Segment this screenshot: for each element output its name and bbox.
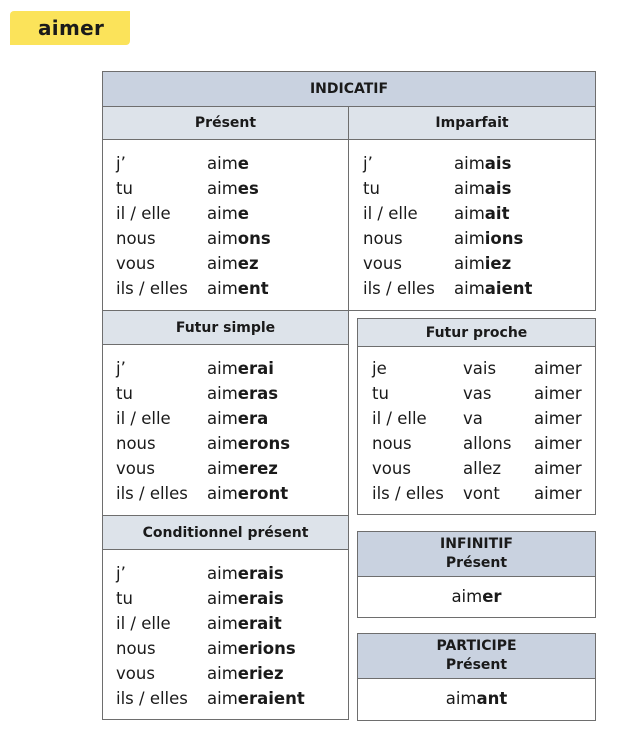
pronoun: vous: [116, 664, 155, 683]
verb-stem: aim: [454, 279, 485, 298]
conjugation-row: [116, 686, 305, 711]
verb-form: [207, 151, 249, 176]
conjugation-row: [372, 431, 582, 456]
verb-form: [207, 431, 290, 456]
pronoun: ils / elles: [116, 484, 188, 503]
pronoun: tu: [116, 179, 133, 198]
infinitif-stem: aim: [451, 587, 483, 606]
mode-title: INDICATIF: [309, 81, 389, 97]
verb-stem: aim: [454, 179, 485, 198]
pronoun: il / elle: [116, 204, 171, 223]
pronoun: nous: [372, 434, 412, 453]
participe-ending: ant: [476, 689, 508, 708]
conjugation-row: [116, 561, 305, 586]
verb-form: [454, 276, 532, 301]
verb-ending: ions: [484, 229, 524, 248]
verb-ending: e: [237, 204, 249, 223]
participe-subtitle: Présent: [445, 657, 508, 673]
verb-form: [207, 251, 259, 276]
conjugation-row: [363, 201, 532, 226]
conjugation-row: [372, 406, 582, 431]
verb-stem: aim: [207, 589, 238, 608]
pronoun: nous: [363, 229, 403, 248]
imparfait-title: Imparfait: [435, 115, 509, 131]
verb-stem: aim: [207, 664, 238, 683]
conjugation-row: [116, 356, 290, 381]
conjugation-row: [363, 226, 532, 251]
conjugation-row: [116, 586, 305, 611]
verb-form: [207, 276, 269, 301]
conjugation-row: [372, 456, 582, 481]
pronoun: ils / elles: [116, 279, 188, 298]
conjugation-row: [116, 431, 290, 456]
verb-title: aimer: [38, 16, 105, 40]
participe-header: [357, 633, 596, 679]
pronoun: tu: [116, 589, 133, 608]
conjugation-row: [116, 276, 271, 301]
verb-ending: erais: [237, 589, 284, 608]
verb-stem: aim: [207, 484, 238, 503]
verb-form: [207, 176, 259, 201]
pronoun: il / elle: [372, 409, 427, 428]
pronoun: vous: [116, 459, 155, 478]
verb-ending: era: [237, 409, 269, 428]
pronoun: il / elle: [116, 409, 171, 428]
verb-ending: ait: [484, 204, 510, 223]
verb-form: [207, 686, 305, 711]
pronoun: nous: [116, 229, 156, 248]
verb-ending: ais: [484, 179, 512, 198]
verb-ending: erons: [237, 434, 291, 453]
verb-stem: aim: [207, 204, 238, 223]
verb-stem: aim: [207, 614, 238, 633]
pronoun: vous: [116, 254, 155, 273]
conjugation-row: [363, 176, 532, 201]
conjugation-row: [116, 381, 290, 406]
pronoun: vous: [363, 254, 402, 273]
conjugation-row: [116, 636, 305, 661]
verb-stem: aim: [454, 204, 485, 223]
verb-stem: aim: [207, 384, 238, 403]
verb-ending: eriez: [237, 664, 284, 683]
verb-stem: aim: [207, 359, 238, 378]
verb-form: [454, 251, 511, 276]
auxiliary: va: [463, 409, 483, 428]
conjugation-row: [116, 201, 271, 226]
futur-proche-title: Futur proche: [425, 324, 528, 341]
present-header: [102, 106, 349, 140]
present-rows: [116, 151, 271, 301]
auxiliary: vas: [463, 384, 492, 403]
conjugation-row: [116, 456, 290, 481]
verb-form: [207, 456, 278, 481]
verb-stem: aim: [207, 229, 238, 248]
futur-proche-rows: [372, 356, 582, 506]
pronoun: j’: [116, 154, 126, 173]
verb-form: [454, 226, 523, 251]
verb-stem: aim: [207, 279, 238, 298]
verb-ending: ent: [237, 279, 269, 298]
verb-form: [207, 561, 284, 586]
participe-stem: aim: [445, 689, 477, 708]
conjugation-row: [116, 151, 271, 176]
conjugation-row: [363, 251, 532, 276]
verb-ending: eront: [237, 484, 289, 503]
conjugation-row: [116, 406, 290, 431]
verb-form: [207, 406, 268, 431]
infinitif-header: [357, 531, 596, 577]
verb-title-tag: [10, 11, 130, 45]
verb-ending: erait: [237, 614, 282, 633]
infinitive: aimer: [534, 409, 582, 428]
verb-ending: eras: [237, 384, 279, 403]
pronoun: nous: [116, 639, 156, 658]
verb-stem: aim: [207, 254, 238, 273]
conjugation-row: [363, 276, 532, 301]
verb-form: [207, 481, 288, 506]
verb-stem: aim: [207, 179, 238, 198]
conditionnel-rows: [116, 561, 305, 711]
participe-title: PARTICIPE: [436, 638, 517, 654]
futur-simple-rows: [116, 356, 290, 506]
conjugation-row: [116, 251, 271, 276]
mode-header: [102, 71, 596, 107]
pronoun: ils / elles: [363, 279, 435, 298]
verb-stem: aim: [207, 434, 238, 453]
pronoun: ils / elles: [116, 689, 188, 708]
auxiliary: allons: [463, 434, 512, 453]
conjugation-row: [116, 481, 290, 506]
imparfait-rows: [363, 151, 532, 301]
verb-ending: erais: [237, 564, 284, 583]
verb-form: [207, 356, 274, 381]
conjugation-row: [372, 481, 582, 506]
pronoun: nous: [116, 434, 156, 453]
verb-stem: aim: [207, 564, 238, 583]
verb-stem: aim: [207, 639, 238, 658]
infinitive: aimer: [534, 359, 582, 378]
pronoun: tu: [116, 384, 133, 403]
present-title: Présent: [194, 115, 257, 131]
verb-ending: eraient: [237, 689, 305, 708]
verb-ending: e: [237, 154, 249, 173]
verb-form: [454, 176, 511, 201]
pronoun: tu: [363, 179, 380, 198]
verb-form: [454, 151, 511, 176]
verb-stem: aim: [454, 229, 485, 248]
pronoun: j’: [116, 564, 126, 583]
verb-form: [207, 636, 296, 661]
infinitive: aimer: [534, 459, 582, 478]
verb-form: [207, 611, 282, 636]
pronoun: j’: [116, 359, 126, 378]
pronoun: il / elle: [116, 614, 171, 633]
conjugation-row: [116, 661, 305, 686]
verb-form: [207, 661, 284, 686]
conjugation-row: [116, 176, 271, 201]
participe-form: [357, 689, 596, 708]
conjugation-row: [363, 151, 532, 176]
futur-proche-header: [357, 318, 596, 347]
infinitif-subtitle: Présent: [445, 555, 508, 571]
pronoun: vous: [372, 459, 411, 478]
infinitive: aimer: [534, 434, 582, 453]
auxiliary: vont: [463, 484, 500, 503]
verb-form: [454, 201, 509, 226]
verb-ending: es: [237, 179, 259, 198]
verb-ending: ez: [237, 254, 259, 273]
infinitif-ending: er: [482, 587, 502, 606]
verb-stem: aim: [207, 409, 238, 428]
verb-ending: ais: [484, 154, 512, 173]
pronoun: j’: [363, 154, 373, 173]
verb-ending: erions: [237, 639, 296, 658]
verb-ending: erez: [237, 459, 278, 478]
verb-ending: ons: [237, 229, 271, 248]
imparfait-header: [348, 106, 596, 140]
verb-stem: aim: [207, 154, 238, 173]
conditionnel-title: Conditionnel présent: [142, 524, 309, 541]
verb-stem: aim: [207, 459, 238, 478]
verb-form: [207, 586, 284, 611]
futur-simple-title: Futur simple: [175, 319, 276, 336]
pronoun: ils / elles: [372, 484, 444, 503]
verb-form: [207, 201, 249, 226]
infinitif-form: [357, 587, 596, 606]
conjugation-row: [372, 356, 582, 381]
pronoun: je: [372, 359, 387, 378]
conjugation-row: [116, 611, 305, 636]
futur-simple-header: [102, 310, 349, 345]
auxiliary: vais: [463, 359, 497, 378]
verb-stem: aim: [454, 254, 485, 273]
auxiliary: allez: [463, 459, 502, 478]
conjugation-row: [372, 381, 582, 406]
verb-stem: aim: [454, 154, 485, 173]
verb-form: [207, 381, 278, 406]
infinitive: aimer: [534, 484, 582, 503]
pronoun: il / elle: [363, 204, 418, 223]
verb-form: [207, 226, 271, 251]
verb-ending: erai: [237, 359, 274, 378]
infinitive: aimer: [534, 384, 582, 403]
conjugation-row: [116, 226, 271, 251]
pronoun: tu: [372, 384, 389, 403]
infinitif-title: INFINITIF: [440, 536, 513, 552]
verb-stem: aim: [207, 689, 238, 708]
verb-ending: aient: [484, 279, 533, 298]
verb-ending: iez: [484, 254, 512, 273]
conditionnel-header: [102, 515, 349, 550]
